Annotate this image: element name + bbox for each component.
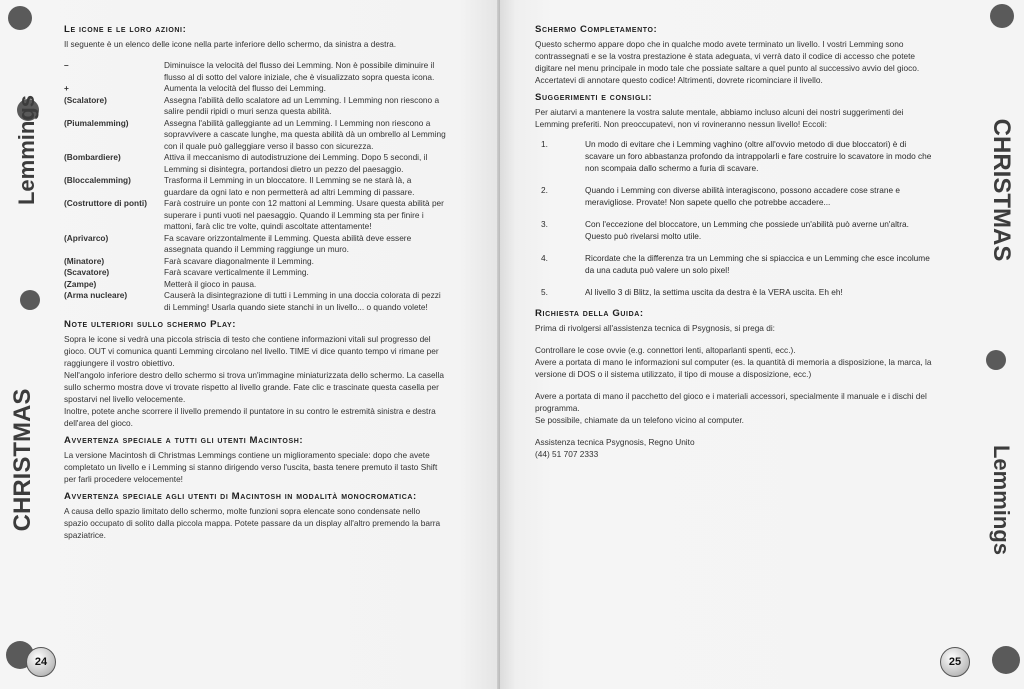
- guide-item: Avere a portata di mano il pacchetto del gioco e i materiali accessori, specialmente il manuale e i dischi del programma.: [535, 391, 927, 413]
- page-number-right: 25: [940, 647, 970, 677]
- left-content: [64, 24, 446, 541]
- notes-text-3: Inoltre, potete anche scorrere il livello premendo il puntatore in su contro le estremità sinistra e destra dell'area del gioco.: [64, 406, 436, 428]
- icons-list: [64, 60, 446, 313]
- banner-christmas: CHRISTMAS: [988, 118, 1015, 262]
- mono-section: [64, 491, 446, 541]
- left-decoration-strip: [0, 0, 58, 689]
- mac-title: Avvertenza speciale a tutti gli utenti Macintosh:: [64, 435, 304, 446]
- list-item: 3. Con l'eccezione del bloccatore, un Lemming che possiede un'abilità può averne un'altra. Questo può rivelarsi molto utile.: [541, 219, 909, 241]
- right-page: [500, 0, 1024, 689]
- guide-title: Richiesta della Guida:: [535, 308, 644, 319]
- list-item: (Aprivarco) Fa scavare orizzontalmente il Lemming. Questa abilità deve essere assegnata quando il Lemming raggiunge un muro.: [64, 232, 412, 254]
- notes-text: Sopra le icone si vedrà una piccola striscia di testo che contiene informazioni vitali sul progresso del gioco. OUT vi comunica quanti Lemming circolano nel livello. TIME vi dice quanto tempo vi rimane per raggiungere il vostro obiettivo.: [64, 334, 439, 368]
- icons-intro: Il seguente è un elenco delle icone nella parte inferiore dello schermo, da sinistra a destra.: [64, 39, 397, 49]
- list-item: – Diminuisce la velocità del flusso dei Lemming. Non è possibile diminuire il flusso al di sotto del valore iniziale, che è visualizzato sopra questa icona.: [64, 60, 435, 82]
- guide-item: Controllare le cose ovvie (e.g. connettori lenti, altoparlanti spenti, ecc.).: [535, 345, 796, 355]
- list-item: (Bombardiere) Attiva il meccanismo di autodistruzione dei Lemming. Dopo 5 secondi, il Lemming si disintegra, portandosi dietro un pezzo del paesaggio.: [64, 152, 428, 174]
- tips-title: Suggerimenti e consigli:: [535, 92, 653, 103]
- support-phone: (44) 51 707 2333: [535, 449, 599, 459]
- list-item: (Scavatore) Farà scavare verticalmente il Lemming.: [64, 267, 309, 277]
- page-number-left: 24: [26, 647, 56, 677]
- mac-section: [64, 435, 446, 485]
- support-name: Assistenza tecnica Psygnosis, Regno Unito: [535, 437, 695, 447]
- banner-lemmings: Lemmings: [989, 444, 1014, 556]
- right-decoration-strip: [962, 0, 1024, 689]
- list-item: (Piumalemming) Assegna l'abilità galleggiante ad un Lemming. I Lemming non riescono a sopravvivere a cascate lunghe, ma questa abilità dà un ombrello al Lemming con il quale può galleggiare verso il basso con sicurezza.: [64, 117, 446, 151]
- guide-intro: Prima di rivolgersi all'assistenza tecnica di Psygnosis, si prega di:: [535, 323, 775, 333]
- mono-title: Avvertenza speciale agli utenti di Macintosh in modalità monocromatica:: [64, 491, 417, 502]
- complete-title: Schermo Completamento:: [535, 24, 658, 35]
- lemming-icon: [8, 6, 32, 30]
- guide-item: Se possibile, chiamate da un telefono vicino al computer.: [535, 415, 744, 425]
- complete-text: Questo schermo appare dopo che in qualche modo avete terminato un livello. I vostri Lemming sono contrassegnati e se la vostra prestazione è stata adeguata, vi verrà dato il codice di accesso che potete digitare nel menu principale in modo tale che possiate saltare a quel punto al successivo avvio del gioco. Accertatevi di annotare questo codice! Altrimenti, dovrete ricominciare il livello.: [535, 39, 920, 85]
- lemming-icon: [992, 646, 1020, 674]
- list-item: (Bloccalemming) Trasforma il Lemming in un bloccatore. Il Lemming se ne starà là, a guardare da ogni lato e non permetterà ad altri Lemming di passare.: [64, 175, 415, 197]
- list-item: (Minatore) Farà scavare diagonalmente il Lemming.: [64, 255, 314, 266]
- list-item: (Zampe) Metterà il gioco in pausa.: [64, 278, 257, 289]
- lemming-icon: [986, 350, 1006, 370]
- list-item: (Arma nucleare) Causerà la disintegrazione di tutti i Lemming in una doccia colorata di pezzi di Lemming! Usarla quando siete stanchi in un livello... o quando volete!: [64, 290, 441, 312]
- list-item: 4. Ricordate che la differenza tra un Lemming che si spiaccica e un Lemming che esce incolume da una caduta può valere un solo pixel!: [541, 253, 930, 275]
- notes-title: Note ulteriori sullo schermo Play:: [64, 319, 237, 330]
- notes-section: [64, 319, 446, 429]
- banner-christmas: CHRISTMAS: [9, 388, 36, 532]
- left-page: [0, 0, 500, 689]
- tips-intro: Per aiutarvi a mantenere la vostra salute mentale, abbiamo incluso alcuni dei nostri suggerimenti dei Lemming preferiti. Non preoccupatevi, non vi rovineranno nessun livello! Eccoli:: [535, 107, 904, 129]
- lemming-icon: [20, 290, 40, 310]
- notes-text-2: Nell'angolo inferiore destro dello schermo si trova un'immagine miniaturizzata dello schermo. La casella sullo schermo mostra dove vi trovate rispetto al livello grande. Fate clic e trascinate questa casella per spostarvi nel livello velocemente.: [64, 370, 444, 404]
- list-item: 5. Al livello 3 di Blitz, la settima uscita da destra è la VERA uscita. Eh eh!: [541, 287, 843, 297]
- guide-item: Avere a portata di mano le informazioni sul computer (es. la quantità di memoria a disposizione, la marca, la versione di DOS o il sistema utilizzato, il tipo di mouse a disposizione, ecc.): [535, 357, 932, 379]
- mono-text: A causa dello spazio limitato dello schermo, molte funzioni sopra elencate sono condensate nello spazio occupato di solito dalla piccola mappa. Potete passare da un display all'altro premendo la barra spaziatrice.: [64, 506, 441, 540]
- mac-text: La versione Macintosh di Christmas Lemmings contiene un miglioramento speciale: dopo che avete completato un livello e i Lemming si stanno dirigendo verso l'uscita, basta tenere premuto il tasto Shift per farli procedere velocemente!: [64, 450, 438, 484]
- guide-section: [535, 308, 937, 460]
- banner-lemmings: Lemmings: [14, 94, 39, 206]
- tips-section: [535, 92, 937, 298]
- list-item: + Aumenta la velocità del flusso dei Lemming.: [64, 83, 326, 93]
- list-item: (Scalatore) Assegna l'abilità dello scalatore ad un Lemming. I Lemming non riescono a salire pendii ripidi o muri senza questa abilità.: [64, 94, 440, 116]
- lemming-icon: [990, 4, 1014, 28]
- list-item: (Costruttore di ponti) Farà costruire un ponte con 12 mattoni al Lemming. Usare questa abilità per superare i punti vuoti nel paesaggio. Quando il Lemming sta per finire i mattoni, farà clic tre volte, quindi ascoltate attentamente!: [64, 198, 444, 231]
- icons-title: Le icone e le loro azioni:: [64, 24, 187, 35]
- right-content: [535, 24, 937, 460]
- list-item: 2. Quando i Lemming con diverse abilità interagiscono, possono accadere cose strane e meravigliose. Provate! Non sapete quello che potrebbe accadere...: [541, 185, 901, 207]
- list-item: 1. Un modo di evitare che i Lemming vaghino (oltre all'ovvio metodo di due bloccatori) è di scavare un foro abbastanza profondo da intrappolarli e fare costruire lo scavatore in modo che non scompaia dallo schermo a furia di scavare.: [541, 139, 932, 173]
- tips-list: [535, 138, 937, 298]
